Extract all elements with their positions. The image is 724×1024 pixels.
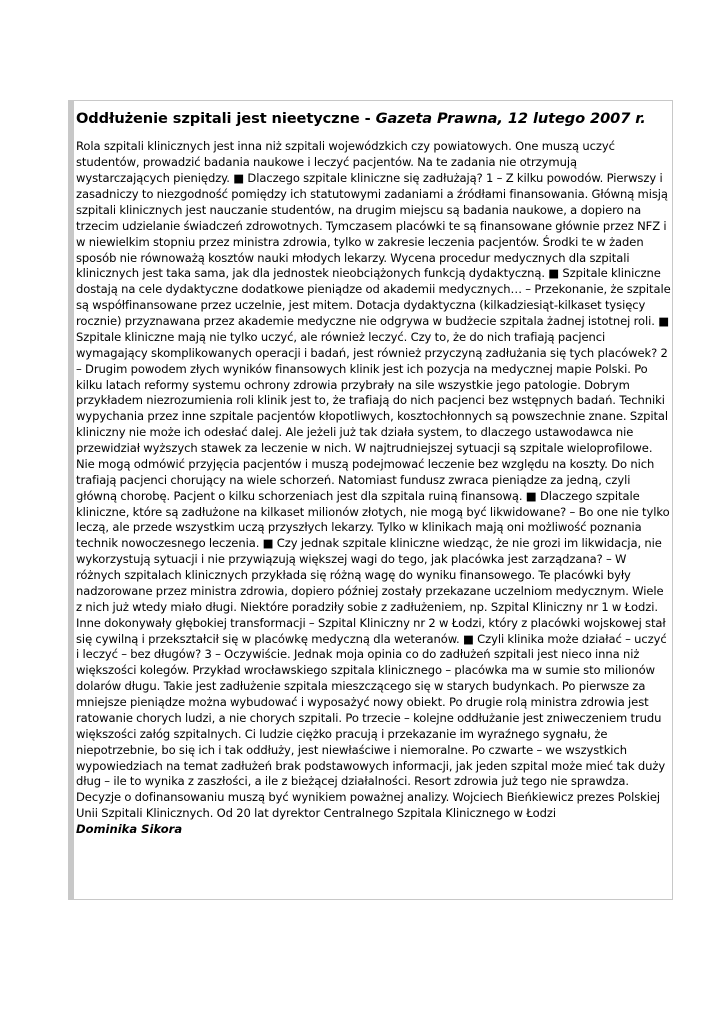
article-body: Rola szpitali klinicznych jest inna niż szpitali wojewódzkich czy powiatowych. One muszą uczyć studentów, prowadzić badania naukowe i leczyć pacjentów. Na te zadania nie otrzymują wystarczających pieniędzy. ■ Dlaczego szpitale kliniczne się zadłużają? 1 – Z kilku powodów. Pierwszy i zasadniczy to niezgodność pomiędzy ich statutowymi zadaniami a źródłami finansowania. Główną misją szpitali klinicznych jest nauczanie studentów, na drugim miejscu są badania naukowe, a dopiero na trzecim udzielanie świadczeń zdrowotnych. Tymczasem placówki te są finansowane głównie przez NFZ i w niewielkim stopniu przez ministra zdrowia, tylko w zakresie leczenia pacjentów. Środki te w żaden sposób nie równoważą kosztów nauki młodych lekarzy. Wycena procedur medycznych dla szpitali klinicznych jest taka sama, jak dla jednostek nieobciążonych funkcją dydaktyczną. ■ Szpitale kliniczne dostają na cele dydaktyczne dodatkowe pieniądze od akademii medycznych… – Przekonanie, że szpitale są współfinansowane przez uczelnie, jest mitem. Dotacja dydaktyczna (kilkadziesiąt-kilkaset tysięcy rocznie) przyznawana przez akademie medyczne nie odgrywa w budżecie szpitala żadnej istotnej roli. ■ Szpitale kliniczne mają nie tylko uczyć, ale również leczyć. Czy to, że do nich trafiają pacjenci wymagający skomplikowanych operacji i badań, jest również przyczyną zadłużania się tych placówek? 2 – Drugim powodem złych wyników finansowych klinik jest ich pozycja na medycznej mapie Polski. Po kilku latach reformy systemu ochrony zdrowia przybrały na sile wszystkie jego patologie. Dobrym przykładem niezrozumienia roli klinik jest to, że trafiają do nich pacjenci bez wstępnych badań. Techniki wypychania przez inne szpitale pacjentów kłopotliwych, kosztochłonnych są powszechnie znane. Szpital kliniczny nie może ich odesłać dalej. Ale jeżeli już tak działa system, to dlaczego ustawodawca nie przewidział wyższych stawek za leczenie w nich. W najtrudniejszej sytuacji są szpitale wieloprofilowe. Nie mogą odmówić przyjęcia pacjentów i muszą podejmować leczenie bez względu na koszty. Do nich trafiają pacjenci chorujący na wiele schorzeń. Natomiast fundusz zwraca pieniądze za jedną, czyli główną chorobę. Pacjent o kilku schorzeniach jest dla szpitala ruiną finansową. ■ Dlaczego szpitale kliniczne, które są zadłużone na kilkaset milionów złotych, nie mogą być likwidowane? – Bo one nie tylko leczą, ale przede wszystkim uczą przyszłych lekarzy. Tylko w klinikach mają oni możliwość poznania technik nowoczesnego leczenia. ■ Czy jednak szpitale kliniczne wiedząc, że nie grozi im likwidacja, nie wykorzystują sytuacji i nie przywiązują większej wagi do tego, jak placówka jest zarządzana? – W różnych szpitalach klinicznych przykłada się różną wagę do wyniku finansowego. Te placówki były nadzorowane przez ministra zdrowia, dopiero później zostały przekazane uczelniom medycznym. Wiele z nich już wtedy miało długi. Niektóre poradziły sobie z zadłużeniem, np. Szpital Kliniczny nr 1 w Łodzi. Inne dokonywały głębokiej transformacji – Szpital Kliniczny nr 2 w Łodzi, który z placówki wojskowej stał się cywilną i przekształcił się w placówkę medyczną dla weteranów. ■ Czyli klinika może działać – uczyć i leczyć – bez długów? 3 – Oczywiście. Jednak moja opinia co do zadłużeń szpitali jest nieco inna niż większości kolegów. Przykład wrocławskiego szpitala klinicznego – placówka ma w sumie sto milionów dolarów długu. Takie jest zadłużenie szpitala mieszczącego się w starych budynkach. Po pierwsze za mniejsze pieniądze można wybudować i wyposażyć nowy obiekt. Po drugie rolą ministra zdrowia jest ratowanie chorych ludzi, a nie chorych szpitali. Po trzecie – kolejne oddłużanie jest zniweczeniem trudu większości załóg szpitalnych. Ci ludzie ciężko pracują i przekazanie im wyraźnego sygnału, że niepotrzebnie, bo się ich i tak oddłuży, jest niewłaściwe i niemoralne. Po czwarte – we wszystkich wypowiedziach na temat zadłużeń brak podstawowych informacji, jak jeden szpital może mieć tak duży dług – ile to wynika z zaszłości, a ile z bieżącej działalności. Resort zdrowia już tego nie sprawdza. Decyzje o dofinansowaniu muszą być wynikiem poważnej analizy. Wojciech Bieńkiewicz prezes Polskiej Unii Szpitali Klinicznych. Od 20 lat dyrektor Centralnego Szpitala Klinicznego w Łodzi xyxy=(76,139,671,821)
article-box xyxy=(68,100,673,900)
article-source: Gazeta Prawna, 12 lutego 2007 r. xyxy=(375,110,646,127)
article-author: Dominika Sikora xyxy=(76,822,183,837)
article-title: Oddłużenie szpitali jest nieetyczne - xyxy=(76,110,371,127)
article-headline xyxy=(76,110,672,128)
